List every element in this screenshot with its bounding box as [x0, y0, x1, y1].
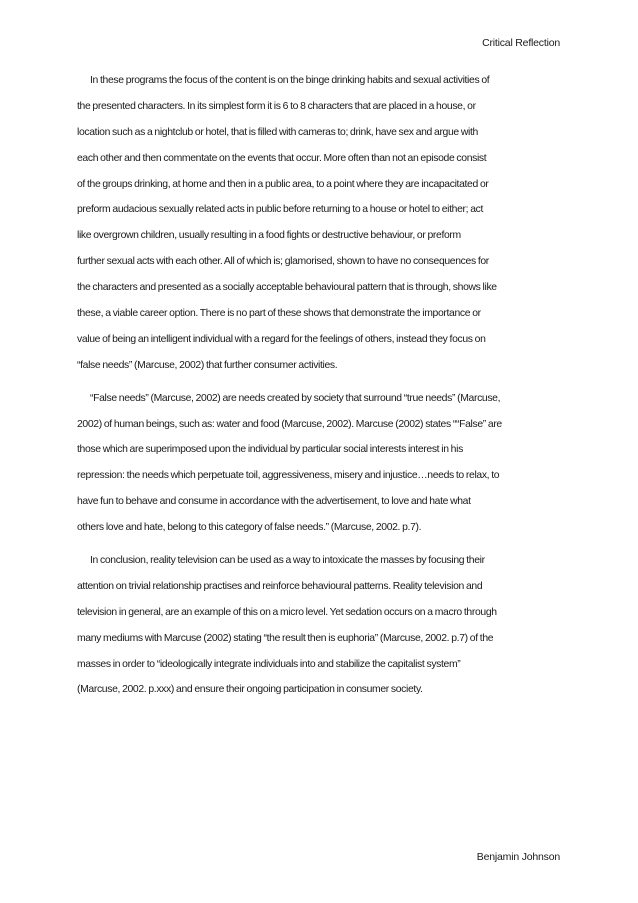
text-line: others love and hate, belong to this category of false needs.” (Marcuse, 2002. p.7).: [77, 522, 422, 534]
text-line: each other and then commentate on the events that occur. More often than not an episode consist: [77, 152, 487, 164]
text-line: “false needs” (Marcuse, 2002) that further consumer activities.: [77, 359, 338, 371]
paragraph-1: [77, 68, 564, 379]
text-line: further sexual acts with each other. All of which is; glamorised, shown to have no consequences for: [77, 256, 489, 268]
page-header-title: Critical Reflection: [482, 37, 560, 49]
text-line: these, a viable career option. There is no part of these shows that demonstrate the importance or: [77, 308, 481, 320]
text-line: In conclusion, reality television can be used as a way to intoxicate the masses by focusing their: [90, 555, 485, 567]
text-line: those which are superimposed upon the individual by particular social interests interest in his: [77, 444, 463, 456]
text-line: the presented characters. In its simplest form it is 6 to 8 characters that are placed in a house, or: [77, 100, 476, 112]
text-line: the characters and presented as a socially acceptable behavioural pattern that is through, shows like: [77, 282, 497, 294]
paragraph-2: [77, 386, 564, 541]
paragraph-3: [77, 548, 564, 703]
text-line: of the groups drinking, at home and then in a public area, to a point where they are incapacitated or: [77, 178, 489, 190]
text-line: many mediums with Marcuse (2002) stating “the result then is euphoria” (Marcuse, 2002. p.7) of the: [77, 632, 494, 644]
text-line: attention on trivial relationship practises and reinforce behavioural patterns. Reality television and: [77, 580, 483, 592]
text-line: preform audacious sexually related acts in public before returning to a house or hotel to either; act: [77, 204, 484, 216]
document-body: [77, 68, 564, 710]
text-line: television in general, are an example of this on a micro level. Yet sedation occurs on a macro through: [77, 606, 497, 618]
text-line: 2002) of human beings, such as: water and food (Marcuse, 2002). Marcuse (2002) states ““False” are: [77, 418, 502, 430]
page-footer-author: Benjamin Johnson: [476, 851, 560, 863]
text-line: have fun to behave and consume in accordance with the advertisement, to love and hate what: [77, 496, 471, 508]
text-line: value of being an intelligent individual with a regard for the feelings of others, instead they focus on: [77, 333, 486, 345]
text-line: “False needs” (Marcuse, 2002) are needs created by society that surround “true needs” (Marcuse,: [90, 392, 501, 404]
text-line: (Marcuse, 2002. p.xxx) and ensure their ongoing participation in consumer society.: [77, 684, 423, 696]
text-line: masses in order to “ideologically integrate individuals into and stabilize the capitalist system”: [77, 658, 461, 670]
text-line: In these programs the focus of the content is on the binge drinking habits and sexual activities of: [90, 75, 490, 86]
text-line: like overgrown children, usually resulting in a food fights or destructive behaviour, or preform: [77, 230, 461, 242]
text-line: repression: the needs which perpetuate toil, aggressiveness, misery and injustice…needs to relax, to: [77, 470, 500, 482]
text-line: location such as a nightclub or hotel, that is filled with cameras to; drink, have sex and argue with: [77, 126, 478, 138]
